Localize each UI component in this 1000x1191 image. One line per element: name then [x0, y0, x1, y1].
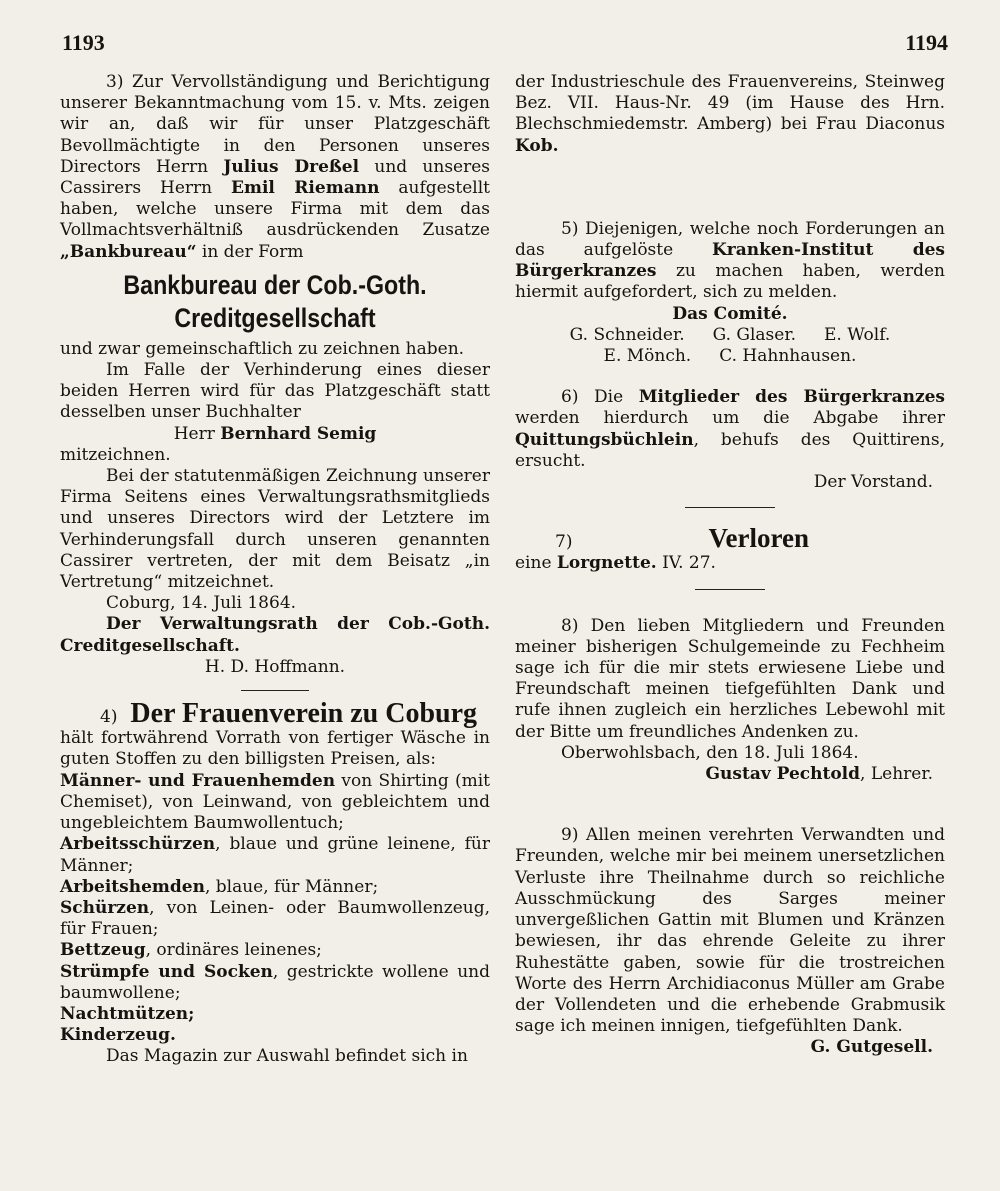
notice-4-text-2: Das Magazin zur Auswahl befindet sich in [106, 1046, 468, 1067]
bookkeeper-line [60, 424, 490, 445]
notice-4-heading [60, 698, 490, 730]
notice-5-committee: Das Comité. [672, 303, 788, 324]
divider [695, 589, 765, 590]
item-childrens-wear [60, 1025, 490, 1046]
name-semig: Bernhard Semig [220, 423, 377, 444]
notice-9-signature: G. Gutgesell. [810, 1037, 933, 1058]
item-aprons [60, 898, 490, 940]
text: , blaue und grüne leinene, für Männer; [60, 834, 490, 876]
committee-names-row-1 [515, 325, 945, 346]
notice-5-text [515, 219, 945, 304]
name-pechtold: Gustav Pechtold [705, 764, 861, 785]
committee-member: G. Glaser. [712, 324, 797, 345]
committee-member: E. Mönch. [603, 346, 692, 367]
committee-member: C. Hahnhausen. [719, 346, 857, 367]
text: , gestrickte wollene und baumwollene; [60, 961, 490, 1003]
item-label: Arbeitsschürzen [60, 834, 216, 855]
text: , behufs des Quittirens, ersucht. [515, 429, 945, 471]
text: eine [515, 553, 557, 574]
notice-number: 7) [555, 532, 573, 553]
notice-3-signer: H. D. Hoffmann. [204, 656, 346, 677]
text: aufgestellt haben, welche unsere Firma mit dem das Vollmachtsverhältniß ausdrückenden Zusatze [60, 178, 491, 241]
item-work-aprons [60, 834, 490, 876]
institute-name: Kranken-Institut des Bürgerkranzes [515, 240, 945, 282]
notice-8-text: 8) Den lieben Mitgliedern und Freunden meiner bisherigen Schulgemeinde zu Fechheim sage ich für die mir stets erwiesene Liebe und Freundschaft meinen tiefgefühlten Dank und rufe ihnen zugleich ein herzliches Lebewohl mit der Bitte um freundliches Andenken zu. [515, 615, 945, 742]
item-label: Männer- und Frauenhemden [60, 770, 336, 791]
item-bedding [60, 940, 490, 961]
firm-name-line-2: Creditgesellschaft [174, 302, 376, 333]
item-label: Bettzeug [60, 940, 146, 961]
text: werden hierdurch um die Abgabe ihrer [515, 408, 945, 429]
members-term: Mitglieder des Bürgerkranzes [638, 387, 945, 408]
text: , von Leinen- oder Baumwollenzeug, für Frauen; [60, 897, 490, 940]
text: , Lehrer. [860, 764, 933, 785]
notice-7-text [515, 553, 945, 574]
notice-3-date: Coburg, 14. Juli 1864. [106, 593, 297, 614]
lorgnette-term: Lorgnette. [556, 553, 657, 574]
text: , ordinäres leinenes; [145, 940, 322, 961]
committee-member: E. Wolf. [824, 324, 891, 345]
text: 6) Die [561, 387, 639, 408]
notice-3-text [60, 72, 490, 263]
text: der Industrieschule des Frauenvereins, Steinweg Bez. VII. Haus-Nr. 49 (im Hause des Hrn. Blechschmiedemstr. Amberg) bei Frau Diaconus [515, 72, 945, 135]
notice-4-text: hält fortwährend Vorrath von fertiger Wäsche in guten Stoffen zu den billigsten Preisen, als: [60, 728, 490, 770]
receipt-book-term: Quittungsbüchlein [515, 429, 694, 450]
text: , blaue, für Männer; [204, 876, 379, 897]
item-label: Schürzen [60, 897, 150, 918]
text: in der Form [196, 241, 304, 262]
item-nightcaps [60, 1004, 490, 1025]
right-column [515, 72, 945, 1059]
item-work-shirts [60, 877, 490, 898]
notice-4-title: Der Frauenverein zu Coburg [130, 698, 478, 730]
firm-name-line-1: Bankbureau der Cob.-Goth. [123, 269, 427, 300]
notice-3-text-5: Bei der statutenmäßigen Zeichnung unserer Firma Seitens eines Verwaltungsrathsmitglieds und unseres Directors wird der Letztere im Verhinderungsfall durch unseren genannten Cassirer vertreten, der mit dem Beisatz „in Vertretung“ mitzeichnet. [60, 466, 490, 593]
notice-6-text [515, 387, 945, 472]
text: zu machen haben, werden hiermit aufgefordert, sich zu melden. [515, 261, 945, 303]
text: IV. 27. [656, 553, 716, 574]
bankbureau-term: „Bankbureau“ [60, 241, 197, 262]
divider [685, 507, 775, 508]
notice-3-text-2: und zwar gemeinschaftlich zu zeichnen haben. [60, 338, 465, 359]
text: Herr [173, 423, 221, 444]
item-shirts [60, 771, 490, 835]
item-label: Arbeitshemden [60, 876, 205, 897]
committee-names-row-2 [515, 346, 945, 367]
divider [241, 690, 309, 691]
name-riemann: Emil Riemann [231, 178, 380, 199]
text: und unseres Cassirers Herrn [60, 156, 491, 199]
text: 5) Diejenigen, welche noch Forderungen an das aufgelöste [515, 218, 945, 261]
committee-member: G. Schneider. [569, 324, 685, 345]
name-kob: Kob. [515, 135, 559, 156]
notice-3-text-4: mitzeichnen. [60, 444, 171, 465]
left-column [60, 72, 490, 1068]
notice-6-signature: Der Vorstand. [813, 472, 933, 493]
notice-8-date: Oberwohlsbach, den 18. Juli 1864. [561, 742, 859, 763]
page-number-left: 1193 [62, 30, 105, 55]
item-label: Kinderzeug. [60, 1025, 176, 1046]
notice-9-text: 9) Allen meinen verehrten Verwandten und Freunden, welche mir bei meinem unersetzlichen Verluste ihre Theilnahme durch so reichliche Ausschmückung des Sarges meiner unvergeßlichen Gattin mit Blumen und Kränzen bewiesen, ihr das ehrende Geleite zu ihrer Ruhestätte gaben, sowie für die trostreichen Worte des Herrn Archidiaconus Müller am Grabe der Vollendeten und die erhebende Grabmusik sage ich meinen innigen, tiefgefühlten Dank. [515, 825, 945, 1037]
notice-4-continued [515, 72, 945, 157]
text: 3) Zur Vervollständigung und Berichtigung unserer Bekanntmachung vom 15. v. Mts. zeigen wir an, daß wir für unser Platzgeschäft Bevollmächtigte in den Personen unseres Directors Herrn [60, 72, 490, 177]
notice-number: 4) [100, 707, 118, 728]
item-label: Nachtmützen; [60, 1003, 195, 1024]
name-dressel: Julius Dreßel [223, 156, 360, 177]
notice-8-signature [515, 764, 945, 785]
item-stockings [60, 962, 490, 1004]
page-number-right: 1194 [905, 30, 948, 55]
notice-7-title: Verloren [708, 523, 809, 554]
item-label: Strümpfe und Socken [60, 961, 273, 982]
notice-7-heading [515, 523, 945, 554]
notice-3-text-3: Im Falle der Verhinderung eines dieser beiden Herren wird für das Platzgeschäft statt desselben unser Buchhalter [60, 360, 490, 423]
text: von Shirting (mit Chemiset), von Leinwand, von gebleichtem und ungebleichtem Baumwollentuch; [60, 770, 491, 834]
notice-3-signature: Der Verwaltungsrath der Cob.-Goth. Creditgesellschaft. [60, 614, 490, 656]
